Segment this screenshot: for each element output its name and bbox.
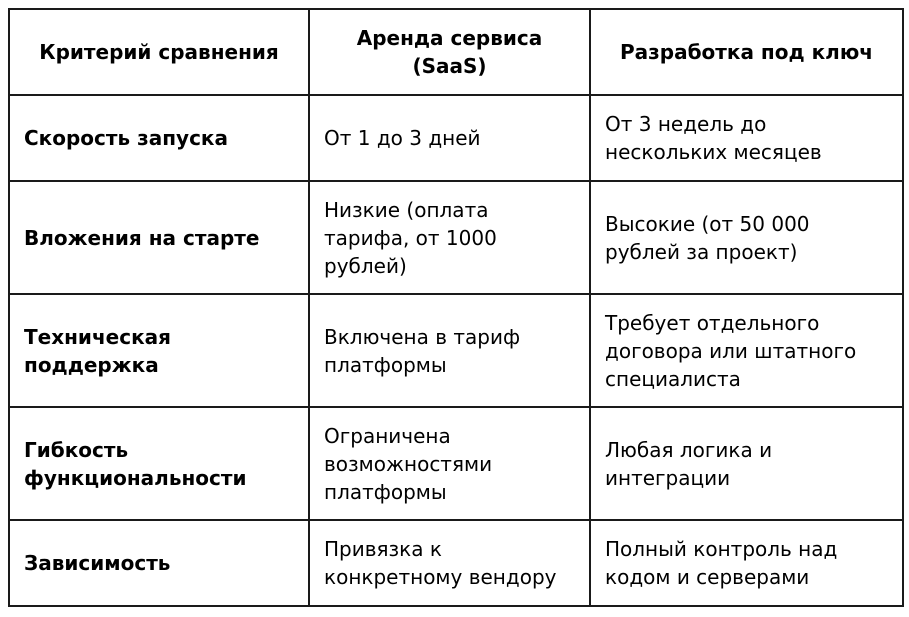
row-turnkey-value: От 3 недель до нескольких месяцев <box>590 95 903 181</box>
header-saas: Аренда сервиса (SaaS) <box>309 9 590 95</box>
row-saas-value: Ограничена возможностями платформы <box>309 407 590 520</box>
row-turnkey-value: Требует отдельного договора или штатного специалиста <box>590 294 903 407</box>
row-criterion: Техническая поддержка <box>9 294 309 407</box>
row-saas-value: Включена в тариф платформы <box>309 294 590 407</box>
row-criterion: Гибкость функциональности <box>9 407 309 520</box>
comparison-table <box>8 8 904 607</box>
table-row <box>9 520 903 606</box>
table-row <box>9 181 903 294</box>
row-criterion: Вложения на старте <box>9 181 309 294</box>
table-row <box>9 294 903 407</box>
header-criterion: Критерий сравнения <box>9 9 309 95</box>
row-saas-value: Привязка к конкретному вендору <box>309 520 590 606</box>
table-header-row <box>9 9 903 95</box>
row-saas-value: Низкие (оплата тарифа, от 1000 рублей) <box>309 181 590 294</box>
header-turnkey: Разработка под ключ <box>590 9 903 95</box>
row-criterion: Скорость запуска <box>9 95 309 181</box>
row-criterion: Зависимость <box>9 520 309 606</box>
row-turnkey-value: Высокие (от 50 000 рублей за проект) <box>590 181 903 294</box>
row-saas-value: От 1 до 3 дней <box>309 95 590 181</box>
row-turnkey-value: Полный контроль над кодом и серверами <box>590 520 903 606</box>
row-turnkey-value: Любая логика и интеграции <box>590 407 903 520</box>
comparison-table-container <box>8 8 904 607</box>
table-row <box>9 407 903 520</box>
table-row <box>9 95 903 181</box>
